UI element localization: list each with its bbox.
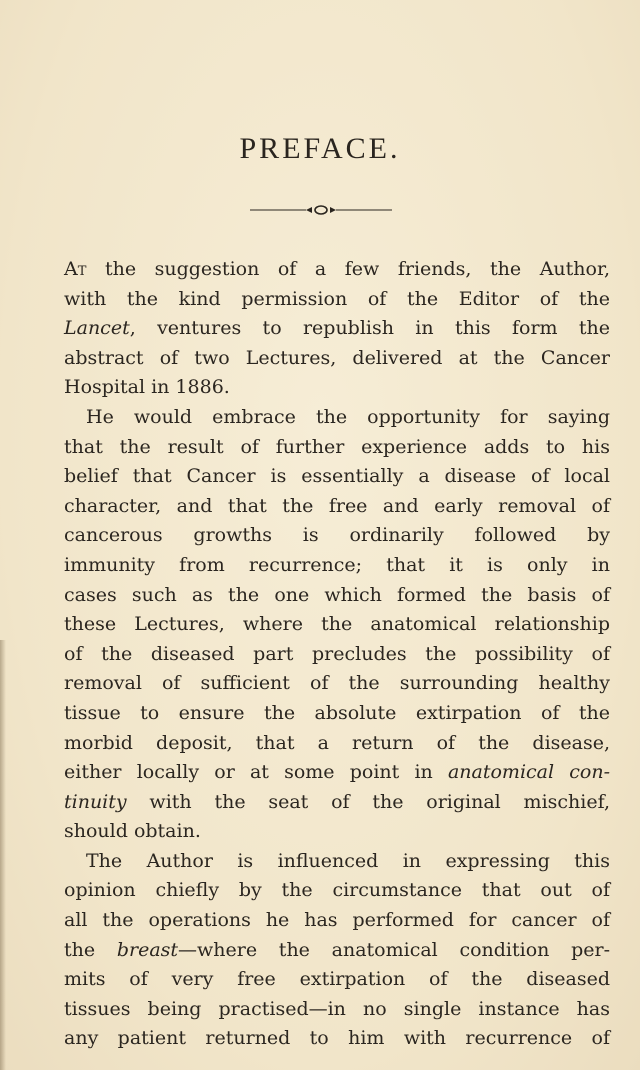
text-line: tissues being practised—in no single instance has: [64, 997, 610, 1020]
text-line: tissue to ensure the absolute extirpation of the: [64, 701, 610, 724]
text-line: character, and that the free and early removal of: [64, 494, 610, 517]
text-line: any patient returned to him with recurrence of: [64, 1027, 610, 1050]
text-line: morbid deposit, that a return of the disease,: [64, 731, 610, 754]
text-line: He would embrace the opportunity for saying: [86, 405, 610, 428]
text-line: all the operations he has performed for cancer of: [64, 909, 610, 932]
text-line: these Lectures, where the anatomical relationship: [64, 613, 610, 636]
text-line: belief that Cancer is essentially a disease of local: [64, 465, 610, 488]
text-line: cancerous growths is ordinarily followed by: [64, 524, 610, 547]
text-line: the breast—where the anatomical condition per-: [64, 938, 610, 961]
text-line: that the result of further experience adds to his: [64, 435, 610, 458]
page-edge-shadow: [0, 640, 6, 1070]
text-line: should obtain.: [64, 820, 201, 843]
text-line: removal of sufficient of the surrounding healthy: [64, 672, 610, 695]
ornament-divider: [250, 203, 392, 217]
text-line: At the suggestion of a few friends, the Author,: [64, 258, 610, 280]
text-line: of the diseased part precludes the possibility of: [64, 642, 610, 665]
text-line: Hospital in 1886.: [64, 376, 230, 399]
page-title: PREFACE.: [239, 132, 401, 165]
preface-body: [64, 255, 610, 1054]
text-line: cases such as the one which formed the basis of: [64, 583, 610, 606]
text-line: The Author is influenced in expressing this: [86, 849, 610, 872]
text-line: opinion chiefly by the circumstance that out of: [64, 879, 610, 902]
text-line: either locally or at some point in anatomical con-: [64, 761, 610, 784]
text-line: immunity from recurrence; that it is only in: [64, 553, 610, 576]
text-line: mits of very free extirpation of the diseased: [64, 968, 610, 991]
text-line: Lancet, ventures to republish in this form the: [64, 317, 610, 340]
text-line: with the kind permission of the Editor of the: [64, 287, 610, 310]
text-line: tinuity with the seat of the original mischief,: [64, 790, 610, 813]
text-line: abstract of two Lectures, delivered at the Cancer: [64, 346, 610, 369]
